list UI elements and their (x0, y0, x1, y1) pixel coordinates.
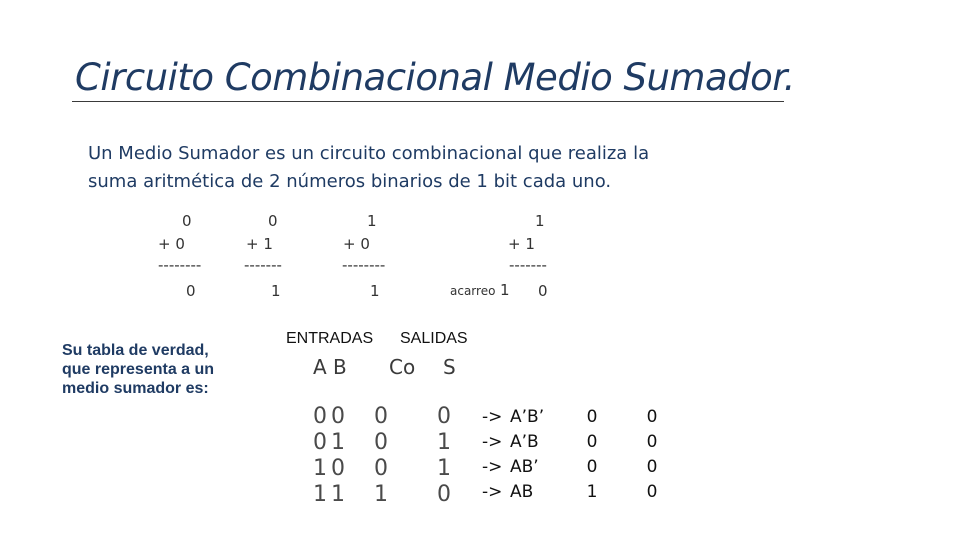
inputs-header: ENTRADAS (286, 330, 374, 347)
minterm: A’B’ (510, 407, 545, 427)
arrow: -> (482, 457, 503, 477)
row4-b: 1 (331, 482, 345, 507)
caption-line: Su tabla de verdad, (62, 342, 209, 359)
value: 0 (586, 432, 598, 452)
row1-co: 0 (374, 404, 388, 429)
value: 0 (586, 457, 598, 477)
row1-a: 0 (313, 404, 327, 429)
row3-co: 0 (374, 456, 388, 481)
row1-s: 0 (437, 404, 451, 429)
intro-paragraph (88, 140, 649, 196)
title-underline (72, 101, 784, 102)
row3-s: 1 (437, 456, 451, 481)
sum1-result: 0 (186, 282, 196, 300)
caption-line: que representa a un (62, 361, 215, 378)
sum3-a: 1 (367, 212, 377, 230)
col-co-header: Co (389, 355, 416, 379)
carry-value: 1 (500, 281, 510, 299)
value: 0 (586, 407, 598, 427)
caption-line: medio sumador es: (62, 380, 209, 397)
minterm: A’B (510, 432, 539, 452)
col-s-header: S (443, 355, 456, 379)
sum1-bar: -------- (158, 256, 202, 274)
sum4-b: + 1 (508, 235, 535, 253)
minterm: AB (510, 482, 534, 502)
sum2-result: 1 (271, 282, 281, 300)
row2-b: 1 (331, 430, 345, 455)
value: 0 (646, 482, 658, 502)
outputs-header: SALIDAS (400, 330, 468, 347)
arrow-column (482, 405, 502, 505)
value: 1 (586, 482, 598, 502)
sum3-b: + 0 (343, 235, 370, 253)
row3-b: 0 (331, 456, 345, 481)
sum1-b: + 0 (158, 235, 185, 253)
term-column (510, 405, 544, 505)
carry-label: acarreo (450, 284, 496, 298)
intro-line: suma aritmética de 2 números binarios de 1 bit cada uno. (88, 171, 612, 192)
sum2-b: + 1 (246, 235, 273, 253)
sum3-bar: -------- (342, 256, 386, 274)
sum4-a: 1 (535, 212, 545, 230)
truth-table-caption (62, 341, 214, 398)
value: 0 (646, 407, 658, 427)
value: 0 (646, 432, 658, 452)
row2-co: 0 (374, 430, 388, 455)
row3-a: 1 (313, 456, 327, 481)
arrow: -> (482, 482, 503, 502)
value: 0 (646, 457, 658, 477)
page-title: Circuito Combinacional Medio Sumador. (75, 56, 795, 99)
sum2-bar: ------- (244, 256, 282, 274)
value-column-2 (644, 405, 660, 505)
row4-a: 1 (313, 482, 327, 507)
arrow: -> (482, 407, 503, 427)
row2-s: 1 (437, 430, 451, 455)
row1-b: 0 (331, 404, 345, 429)
sum2-a: 0 (268, 212, 278, 230)
col-b-header: B (333, 355, 347, 379)
row4-s: 0 (437, 482, 451, 507)
value-column-1 (584, 405, 600, 505)
row4-co: 1 (374, 482, 388, 507)
col-a-header: A (313, 355, 327, 379)
sum4-result: 0 (538, 282, 548, 300)
sum3-result: 1 (370, 282, 380, 300)
sum1-a: 0 (182, 212, 192, 230)
minterm: AB’ (510, 457, 539, 477)
intro-line: Un Medio Sumador es un circuito combinacional que realiza la (88, 143, 650, 164)
row2-a: 0 (313, 430, 327, 455)
sum4-bar: ------- (509, 256, 547, 274)
arrow: -> (482, 432, 503, 452)
